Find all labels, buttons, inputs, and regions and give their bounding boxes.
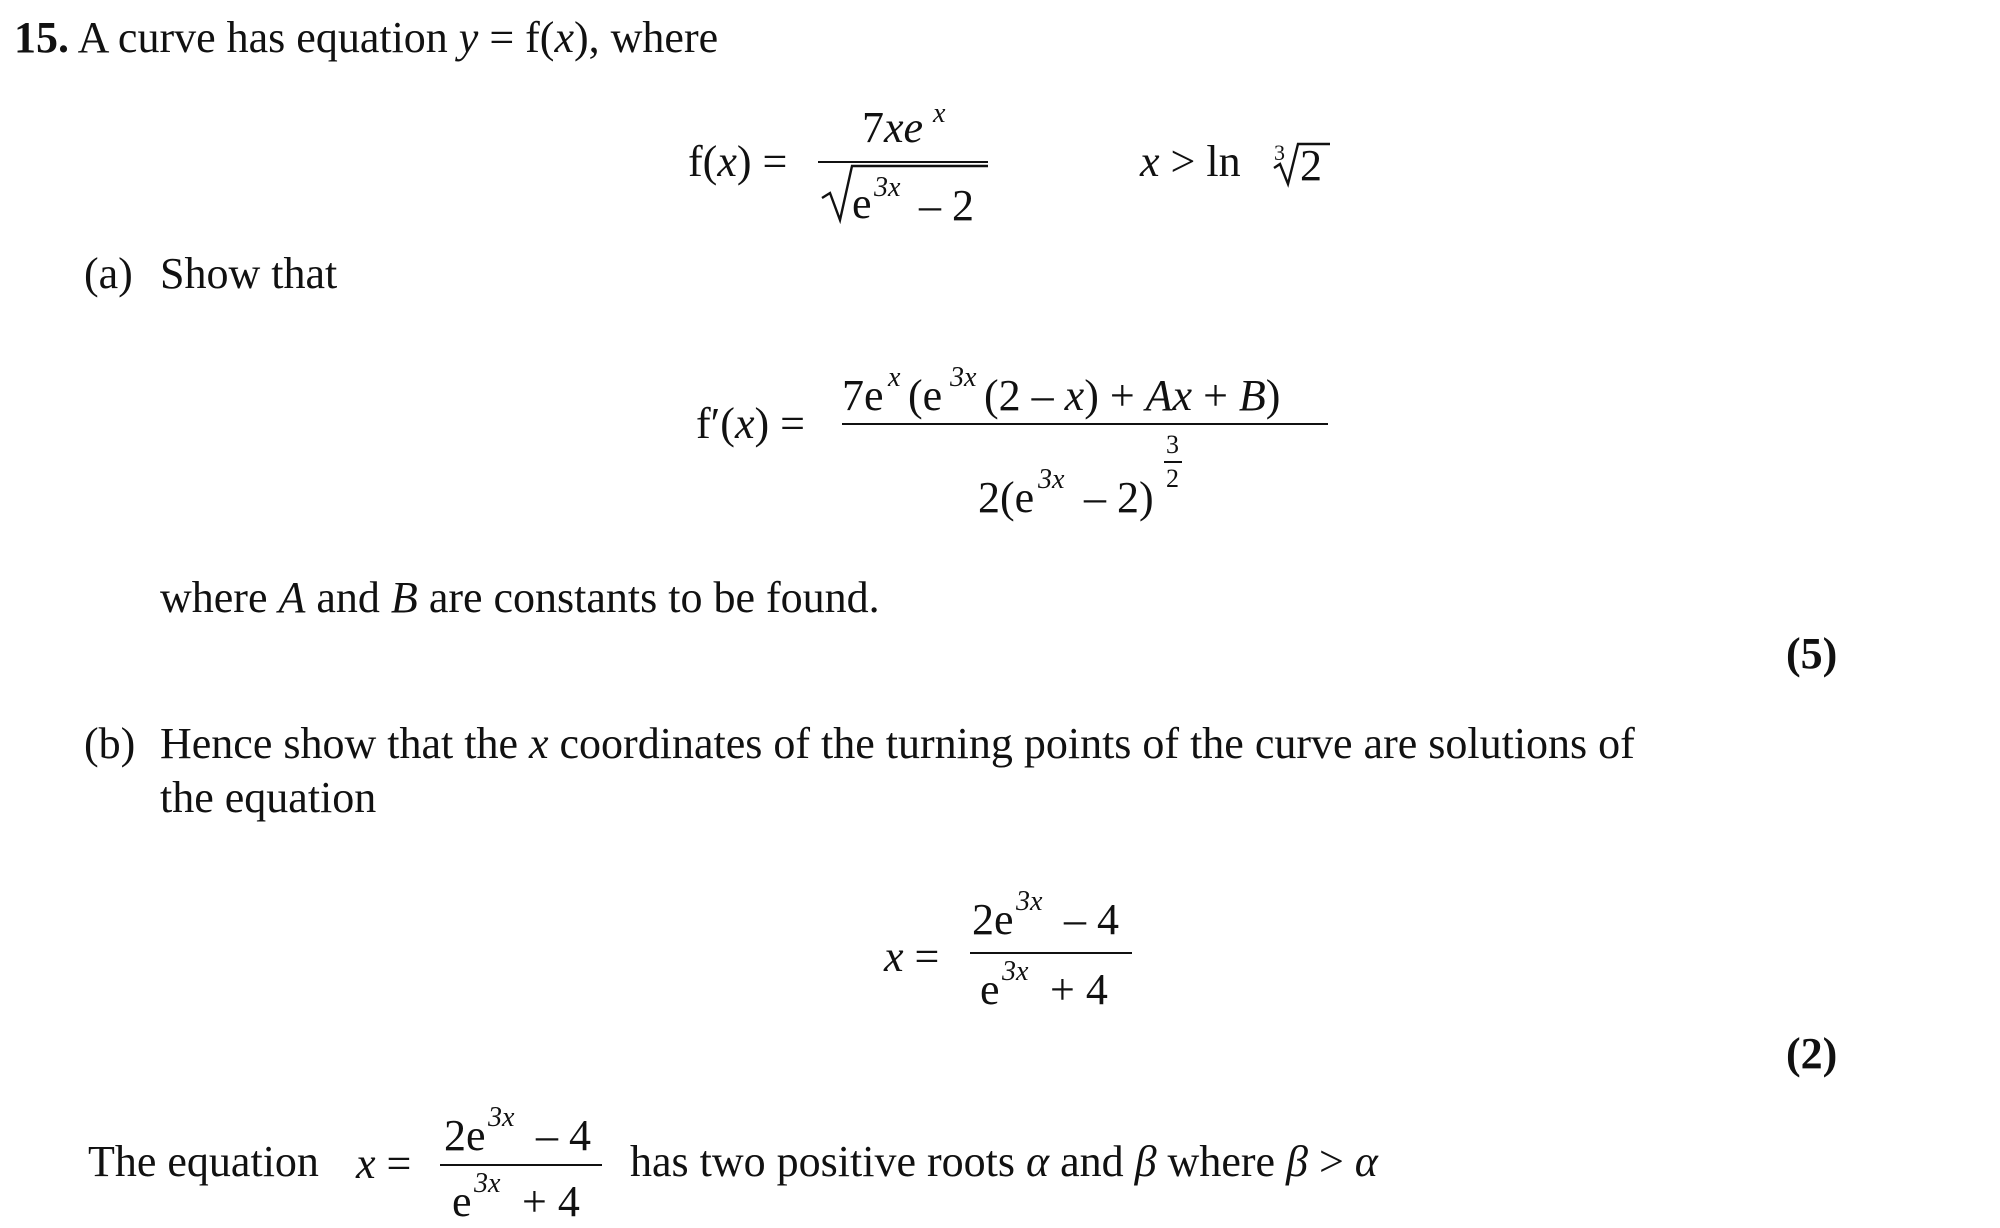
derivative-num-open-e: (e bbox=[908, 371, 943, 420]
def-lhs-f: f( bbox=[688, 137, 718, 186]
final-x: x bbox=[356, 1139, 376, 1188]
definition-num-sup: x bbox=[933, 98, 946, 129]
deriv-num-b: B bbox=[1238, 371, 1266, 420]
def-num-7: 7 bbox=[862, 103, 884, 152]
part-a-marks-value: (5) bbox=[1786, 629, 1838, 678]
final-den-e: e bbox=[452, 1177, 472, 1226]
intro-eq-y: y bbox=[458, 13, 479, 62]
intro-eq-rest: = f( bbox=[489, 13, 555, 62]
tp-den-plus4: + 4 bbox=[1050, 965, 1108, 1014]
where-b: B bbox=[390, 573, 418, 622]
part-a-marks bbox=[1786, 629, 1838, 678]
final-text-2 bbox=[630, 1137, 1378, 1186]
definition-lhs bbox=[688, 137, 788, 186]
final-num-minus4: – 4 bbox=[536, 1111, 591, 1160]
final-gt: > bbox=[1318, 1137, 1344, 1186]
final-fraction-bar bbox=[440, 1164, 602, 1166]
part-b-line1-b: coordinates of the turning points of the curve are solutions of bbox=[559, 719, 1635, 768]
domain-condition bbox=[1140, 137, 1241, 186]
deriv-lhs-close: ) = bbox=[754, 399, 805, 448]
def-lhs-x: x bbox=[717, 137, 737, 186]
tp-fraction-bar bbox=[970, 952, 1132, 954]
final-text-1: The equation bbox=[88, 1137, 319, 1186]
derivative-exp-den: 2 bbox=[1166, 464, 1179, 493]
def-lhs-close: ) = bbox=[736, 137, 788, 186]
final-text-roots: has two positive roots bbox=[630, 1137, 1015, 1186]
definition-numerator bbox=[862, 103, 924, 152]
part-a-label: (a) bbox=[84, 249, 133, 298]
derivative-exp-bar bbox=[1164, 461, 1182, 463]
final-alpha2: α bbox=[1354, 1137, 1378, 1186]
derivative-num-sup-x: x bbox=[888, 362, 901, 393]
tp-num-2e: 2e bbox=[972, 895, 1014, 944]
deriv-num-close: ) + bbox=[1084, 371, 1135, 420]
def-num-xe: xe bbox=[884, 103, 924, 152]
derivative-fraction-bar bbox=[842, 423, 1328, 425]
tp-num-minus4: – 4 bbox=[1064, 895, 1119, 944]
final-beta2: β bbox=[1286, 1137, 1308, 1186]
domain-rel: > ln bbox=[1170, 137, 1241, 186]
part-a-text: Show that bbox=[160, 249, 338, 298]
where-text-2: are constants to be found. bbox=[428, 573, 880, 622]
tp-x: x bbox=[884, 932, 904, 981]
constants-text bbox=[160, 573, 880, 622]
part-b-line1-x: x bbox=[529, 719, 549, 768]
part-b-line2: the equation bbox=[160, 773, 377, 822]
derivative-num-sup-3x: 3x bbox=[950, 362, 977, 393]
definition-den-sup: 3x bbox=[874, 172, 901, 203]
derivative-lhs bbox=[696, 399, 805, 448]
final-den-plus4: + 4 bbox=[522, 1177, 580, 1226]
intro-x: x bbox=[554, 13, 574, 62]
deriv-num-ax: Ax bbox=[1145, 371, 1193, 420]
definition-den-e: e bbox=[852, 179, 872, 228]
root-index: 3 bbox=[1274, 140, 1285, 165]
tp-lhs bbox=[884, 932, 940, 981]
where-a: A bbox=[278, 573, 306, 622]
part-b-line1-a: Hence show that the bbox=[160, 719, 518, 768]
definition-den-minus2: – 2 bbox=[919, 181, 974, 230]
derivative-exp-num: 3 bbox=[1166, 430, 1179, 459]
deriv-lhs-x: x bbox=[734, 399, 755, 448]
final-num-sup: 3x bbox=[488, 1102, 515, 1133]
deriv-num-plus: + bbox=[1203, 371, 1228, 420]
part-b-line1 bbox=[160, 719, 1635, 768]
final-where: where bbox=[1167, 1137, 1276, 1186]
derivative-den-sup-3x: 3x bbox=[1038, 464, 1065, 495]
derivative-num-7e: 7e bbox=[842, 371, 884, 420]
final-beta: β bbox=[1134, 1137, 1157, 1186]
question-number: 15. bbox=[14, 13, 69, 62]
tp-equals: = bbox=[914, 932, 940, 981]
tp-num-sup: 3x bbox=[1016, 886, 1043, 917]
deriv-num-end: ) bbox=[1265, 371, 1281, 420]
derivative-num-rest bbox=[984, 371, 1281, 420]
deriv-num-x: x bbox=[1064, 371, 1085, 420]
part-b-marks-value: (2) bbox=[1786, 1029, 1838, 1078]
final-num-2e: 2e bbox=[444, 1111, 486, 1160]
derivative-den-minus2: – 2) bbox=[1084, 473, 1154, 522]
deriv-num-paren: (2 – bbox=[984, 371, 1054, 420]
derivative-den-2e: 2(e bbox=[978, 473, 1035, 522]
question-header bbox=[14, 13, 719, 62]
part-b-marks bbox=[1786, 1029, 1838, 1078]
intro-close: ), where bbox=[573, 13, 719, 62]
intro-text: A curve has equation bbox=[77, 13, 448, 62]
where-and: and bbox=[316, 573, 380, 622]
final-alpha: α bbox=[1025, 1137, 1050, 1186]
final-lhs bbox=[356, 1139, 412, 1188]
deriv-lhs-f: f′( bbox=[696, 399, 735, 448]
part-b-label: (b) bbox=[84, 719, 136, 768]
final-equals: = bbox=[386, 1139, 412, 1188]
tp-den-sup: 3x bbox=[1002, 956, 1029, 987]
final-and: and bbox=[1060, 1137, 1124, 1186]
tp-den-e: e bbox=[980, 965, 1000, 1014]
domain-radicand: 2 bbox=[1300, 141, 1322, 190]
where-text-1: where bbox=[160, 573, 268, 622]
domain-x: x bbox=[1140, 137, 1160, 186]
final-den-sup: 3x bbox=[474, 1168, 501, 1199]
